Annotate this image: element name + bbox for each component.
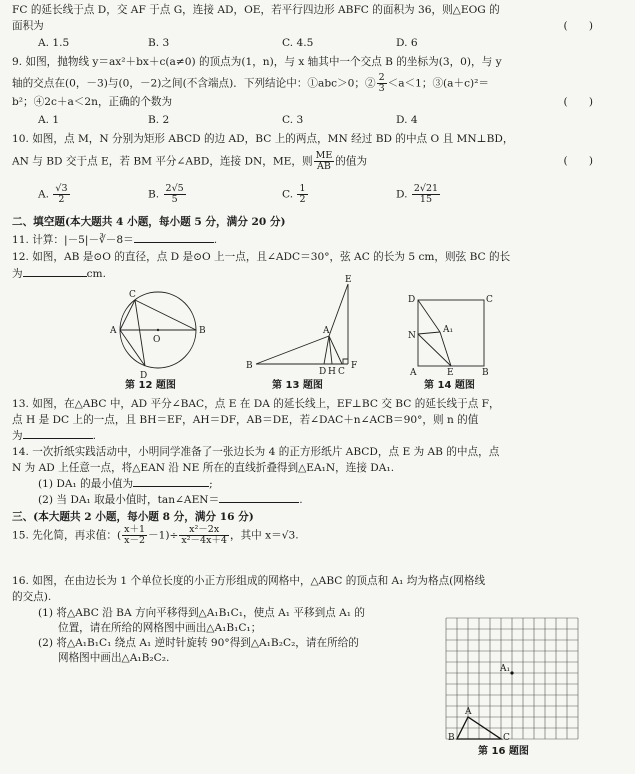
q9-answer-paren: ( ) bbox=[563, 96, 593, 108]
label-b: B bbox=[448, 733, 455, 743]
q11-answer-blank[interactable] bbox=[134, 242, 214, 243]
fig14-label-d: D bbox=[408, 295, 416, 305]
fig13-line-ae bbox=[329, 284, 348, 336]
section-fill-in-heading: 二、填空题(本大题共 4 小题，每小题 5 分，满分 20 分) bbox=[12, 216, 286, 228]
q15-mid: －1)÷ bbox=[148, 529, 179, 542]
q9-option-b: B. 2 bbox=[148, 114, 170, 126]
q8-line1: FC 的延长线于点 D，交 AF 于点 G，连接 AD，OE，若平行四边形 ABFC 的面积为 36，则△EOG 的 bbox=[12, 4, 500, 16]
q10-line2-text-b: 的值为 bbox=[335, 155, 368, 168]
fig12-label-a: A bbox=[110, 326, 117, 336]
q10-option-b-den: 5 bbox=[171, 193, 178, 205]
q8-option-b: B. 3 bbox=[148, 37, 170, 49]
fig13-label-b: B bbox=[246, 361, 253, 371]
q9-line2-text-b: ＜a＜1；③(a＋c)²＝ bbox=[387, 77, 489, 90]
q13-line3-text: 为 bbox=[12, 430, 23, 442]
q13-answer-blank[interactable] bbox=[23, 438, 93, 439]
caption-fig14: 第 14 题图 bbox=[424, 380, 475, 391]
q10-frac-den: AB bbox=[317, 160, 331, 172]
fig14-line-na1 bbox=[418, 332, 440, 334]
q9-fraction bbox=[377, 73, 387, 94]
q10-option-c-num: 1 bbox=[299, 183, 306, 194]
fig13-label-a: A bbox=[323, 326, 330, 336]
q15 bbox=[12, 525, 299, 546]
figure-14 bbox=[404, 292, 496, 376]
q15-frac1 bbox=[122, 525, 147, 546]
fig12-center-point bbox=[157, 329, 159, 331]
fig12-chord-ac bbox=[120, 300, 135, 330]
fig14-label-b: B bbox=[482, 368, 489, 378]
q10-option-b-prefix: B. bbox=[148, 188, 163, 201]
q11-text: 11. 计算：|－5|－∛－8＝ bbox=[12, 234, 134, 246]
fig12-chord-cd bbox=[135, 300, 145, 366]
fig14-label-a: A bbox=[410, 368, 417, 378]
q9-option-a: A. 1 bbox=[38, 114, 60, 126]
q9-line2 bbox=[12, 73, 489, 94]
fig14-label-e: E bbox=[447, 368, 454, 378]
q16-line2: 的交点). bbox=[12, 591, 52, 603]
fig14-label-c: C bbox=[486, 295, 493, 305]
q10-option-d-frac bbox=[412, 184, 440, 205]
q15-lead: 15. 先化简，再求值：( bbox=[12, 529, 122, 542]
q10-option-c-frac bbox=[297, 184, 307, 205]
point-a1 bbox=[510, 671, 513, 674]
q8-option-d: D. 6 bbox=[396, 37, 418, 49]
fig12-label-d: D bbox=[140, 371, 148, 381]
q16-sub2-line1: (2) 将△A₁B₁C₁ 绕点 A₁ 逆时针旋转 90°得到△A₁B₂C₂，请在所给的 bbox=[38, 637, 359, 649]
q10-fraction bbox=[314, 151, 335, 172]
q10-line2 bbox=[12, 151, 367, 172]
q9-option-d: D. 4 bbox=[396, 114, 418, 126]
q9-line3: b²；④2c＋a＜2n，正确的个数为 bbox=[12, 96, 173, 108]
q9-option-c: C. 3 bbox=[282, 114, 304, 126]
q10-answer-paren: ( ) bbox=[563, 155, 593, 167]
caption-fig13: 第 13 题图 bbox=[272, 380, 323, 391]
q10-option-b-frac bbox=[164, 184, 186, 205]
q8-answer-paren: ( ) bbox=[563, 20, 593, 32]
q9-line2-text-a: 轴的交点在(0，－3)与(0，－2)之间(不含端点)．下列结论中：①abc＞0；② bbox=[12, 77, 376, 90]
q10-option-c-den: 2 bbox=[299, 193, 306, 205]
q10-line2-text-a: AN 与 BD 交于点 E，若 BM 平分∠ABD，连接 DN，ME，则 bbox=[12, 155, 313, 168]
q12-line1: 12. 如图，AB 是⊙O 的直径，点 D 是⊙O 上一点，且∠ADC＝30°，弦 AC 的长为 5 cm，则弦 BC 的长 bbox=[12, 251, 511, 263]
q10-option-a-frac bbox=[53, 184, 69, 205]
q10-option-a-den: 2 bbox=[58, 193, 65, 205]
q13-line2: 点 H 是 DC 上的一点，且 BH＝EF，AH＝DF，AB＝DE，若∠DAC＋n∠ACB＝90°，则 n 的值 bbox=[12, 414, 479, 426]
fig13-label-e: E bbox=[345, 275, 352, 285]
q10-option-d-prefix: D. bbox=[396, 188, 411, 201]
q10-option-d-num: 2√21 bbox=[413, 183, 439, 194]
label-c: C bbox=[503, 733, 510, 743]
fig13-label-c: C bbox=[338, 367, 345, 377]
q14-line2: N 为 AD 上任意一点，将△EAN 沿 NE 所在的直线折叠得到△EA₁N，连接 DA₁. bbox=[12, 462, 395, 474]
fig13-label-d: D bbox=[319, 367, 327, 377]
q15-tail: ，其中 x＝√3. bbox=[229, 529, 299, 542]
q10-option-a bbox=[38, 184, 71, 205]
q16-sub1-line1: (1) 将△ABC 沿 BA 方向平移得到△A₁B₁C₁，使点 A₁ 平移到点 A₁ 的 bbox=[38, 607, 365, 619]
q8-option-a: A. 1.5 bbox=[38, 37, 70, 49]
figure-16-grid bbox=[444, 616, 584, 746]
fig14-label-a1: A₁ bbox=[443, 325, 454, 335]
q10-option-a-prefix: A. bbox=[38, 188, 53, 201]
fig12-label-c: C bbox=[129, 290, 136, 300]
q10-option-d bbox=[396, 184, 441, 205]
q16-sub2-line2: 网格图中画出△A₁B₂C₂. bbox=[58, 652, 170, 664]
figure-12 bbox=[108, 284, 208, 380]
caption-fig12: 第 12 题图 bbox=[125, 380, 176, 391]
q12-line2-text-a: 为 bbox=[12, 268, 23, 280]
q10-option-b-num: 2√5 bbox=[165, 183, 184, 194]
q14-line1: 14. 一次折纸实践活动中，小明同学准备了一张边长为 4 的正方形纸片 ABCD，点 E 为 AB 的中点，点 bbox=[12, 446, 500, 458]
q13-line3: 为 . bbox=[12, 430, 96, 442]
fig13-label-f: F bbox=[351, 361, 358, 371]
q14-sub2-text: (2) 当 DA₁ 取最小值时，tan∠AEN＝ bbox=[38, 494, 220, 506]
fig13-line-ba bbox=[256, 336, 329, 364]
fig12-chord-cb bbox=[135, 300, 196, 330]
q10-option-c-prefix: C. bbox=[282, 188, 297, 201]
q10-option-d-den: 15 bbox=[419, 193, 432, 205]
label-a1: A₁ bbox=[500, 664, 511, 674]
q10-line1: 10. 如图，点 M，N 分别为矩形 ABCD 的边 AD，BC 上的两点，MN 经过 BD 的中点 O 且 MN⊥BD， bbox=[12, 133, 514, 145]
q12-line2 bbox=[12, 268, 106, 281]
q14-sub1: (1) DA₁ 的最小值为 ; bbox=[38, 478, 213, 490]
fig13-right-angle-mark bbox=[343, 359, 348, 364]
caption-fig16: 第 16 题图 bbox=[478, 746, 529, 757]
q8-option-c: C. 4.5 bbox=[282, 37, 314, 49]
q8-line2: 面积为 bbox=[12, 20, 44, 32]
q9-frac-num: 2 bbox=[378, 72, 385, 83]
q10-option-c bbox=[282, 184, 309, 205]
q15-frac2-num: x²－2x bbox=[179, 525, 229, 536]
q10-option-b bbox=[148, 184, 187, 205]
fig12-chord-ad bbox=[120, 330, 145, 366]
q14-sub2: (2) 当 DA₁ 取最小值时，tan∠AEN＝ . bbox=[38, 494, 303, 506]
q15-frac2 bbox=[179, 525, 229, 546]
fig14-line-da1 bbox=[418, 300, 440, 332]
q14-sub1-text: (1) DA₁ 的最小值为 bbox=[38, 478, 134, 490]
figure-13 bbox=[244, 276, 364, 376]
fig13-line-ad bbox=[324, 336, 329, 364]
q15-frac1-den: x－2 bbox=[124, 534, 146, 546]
q12-line2-text-b: cm. bbox=[86, 268, 106, 280]
label-a: A bbox=[465, 707, 472, 717]
q15-frac1-num: x＋1 bbox=[124, 524, 146, 535]
q16-line1: 16. 如图，在由边长为 1 个单位长度的小正方形组成的网格中，△ABC 的顶点和 A₁ 均为格点(网格线 bbox=[12, 575, 486, 587]
q16-sub1-line2: 位置，请在所给的网格图中画出△A₁B₁C₁； bbox=[58, 622, 262, 634]
q15-frac2-den: x²－4x＋4 bbox=[181, 534, 227, 546]
q10-frac-num: ME bbox=[315, 150, 333, 161]
q13-line1: 13. 如图，在△ABC 中，AD 平分∠BAC，点 E 在 DA 的延长线上，EF⊥BC 交 BC 的延长线于点 F， bbox=[12, 398, 500, 410]
q9-line1: 9. 如图，抛物线 y＝ax²＋bx＋c(a≠0) 的顶点为(1，n)，与 x 轴其中一个交点 B 的坐标为(3，0)，与 y bbox=[12, 56, 502, 68]
q12-answer-blank[interactable] bbox=[23, 276, 87, 277]
q10-option-a-num: √3 bbox=[55, 183, 68, 194]
fig13-label-h: H bbox=[328, 367, 336, 377]
section-answer-heading: 三、(本大题共 2 小题，每小题 8 分，满分 16 分) bbox=[12, 511, 254, 523]
fig14-label-n: N bbox=[408, 331, 416, 341]
fig12-label-o: O bbox=[153, 335, 161, 345]
q14-sub2-blank[interactable] bbox=[219, 502, 299, 503]
q11: 11. 计算：|－5|－∛－8＝ . bbox=[12, 234, 218, 246]
q14-sub1-blank[interactable] bbox=[133, 486, 209, 487]
fig12-label-b: B bbox=[199, 326, 206, 336]
q9-frac-den: 3 bbox=[378, 82, 385, 94]
